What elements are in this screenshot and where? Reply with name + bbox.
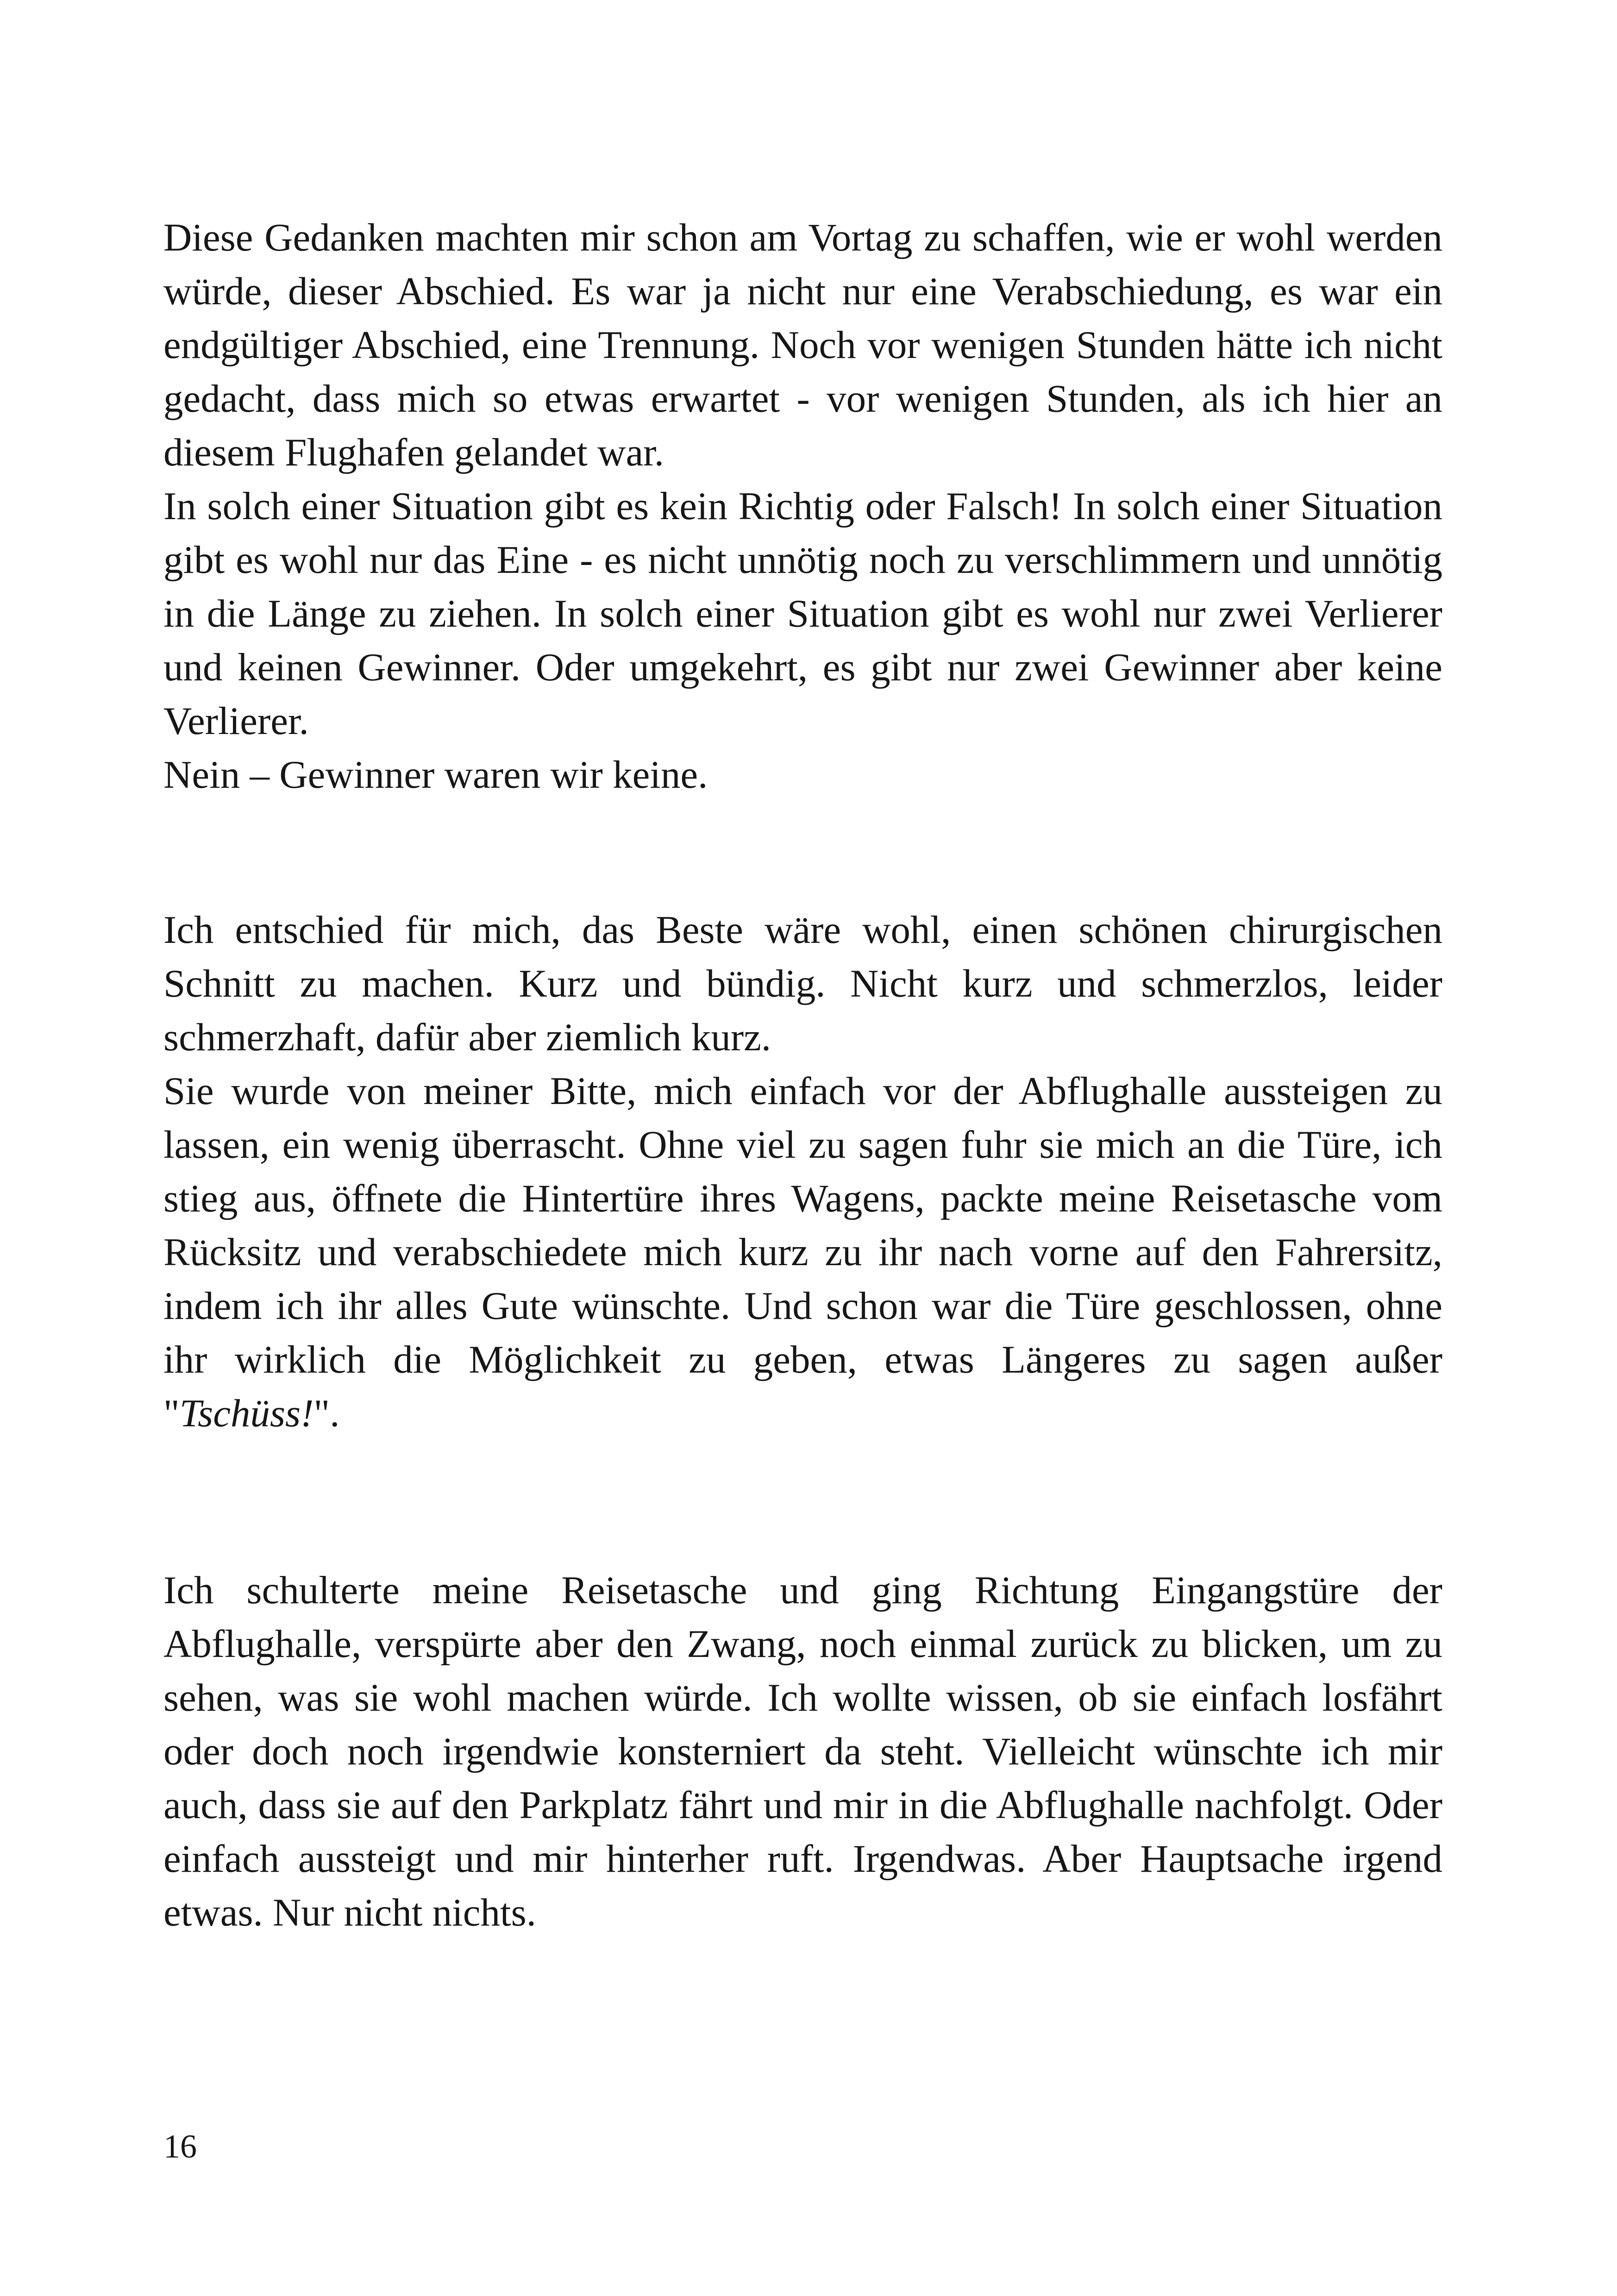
quote-close: ". [313,1392,340,1435]
paragraph-text: Nein – Gewinner waren wir keine. [163,753,708,797]
paragraph-text: Diese Gedanken machten mir schon am Vortag zu schaffen, wie er wohl werden würde, dieser Abschied. Es war ja nicht nur eine Verabschiedung, es war ein endgültiger Abschied, eine Trennung. Noch vor wenigen Stunden hätte ich nicht gedacht, dass mich so etwas erwartet - vor wenigen Stunden, als ich hier an diesem Flughafen gelandet war. [163,216,1442,474]
paragraph-text [163,1064,1442,1440]
paragraph-2 [163,903,1442,1440]
quoted-word: Tschüss! [179,1392,314,1435]
paragraph-text-part: Sie wurde von meiner Bitte, mich einfach vor der Abflughalle aussteigen zu lassen, ein wenig überrascht. Ohne viel zu sagen fuhr sie mich an die Türe, ich stieg aus, öffnete die Hintertüre ihres Wagens, packte meine Reisetasche vom Rücksitz und verabschiedete mich kurz zu ihr nach vorne auf den Fahrersitz, indem ich ihr alles Gute wünschte. Und schon war die Türe geschlossen, ohne ihr wirklich die Möglichkeit zu geben, etwas Längeres zu sagen außer [163,1069,1442,1381]
paragraph-text: Ich schulterte meine Reisetasche und ging Richtung Eingangstüre der Abflughalle, verspürte aber den Zwang, noch einmal zurück zu blicken, um zu sehen, was sie wohl machen würde. Ich wollte wissen, ob sie einfach losfährt oder doch noch irgendwie konsterniert da steht. Vielleicht wünschte ich mir auch, dass sie auf den Parkplatz fährt und mir in die Abflughalle nachfolgt. Oder einfach aussteigt und mir hinterher ruft. Irgendwas. Aber Hauptsache irgend etwas. Nur nicht nichts. [163,1568,1442,1934]
page-number: 16 [163,2128,197,2165]
paragraph-1 [163,211,1442,802]
quote-open: " [163,1392,180,1435]
paragraph-text: In solch einer Situation gibt es kein Richtig oder Falsch! In solch einer Situation gibt es wohl nur das Eine - es nicht unnötig noch zu verschlimmern und unnötig in die Länge zu ziehen. In solch einer Situation gibt es wohl nur zwei Verlierer und keinen Gewinner. Oder umgekehrt, es gibt nur zwei Gewinner aber keine Verlierer. [163,484,1442,743]
paragraph-text: Ich entschied für mich, das Beste wäre wohl, einen schönen chirurgischen Schnitt zu machen. Kurz und bündig. Nicht kurz und schmerzlos, leider schmerzhaft, dafür aber ziemlich kurz. [163,908,1442,1059]
paragraph-3 [163,1563,1442,1939]
